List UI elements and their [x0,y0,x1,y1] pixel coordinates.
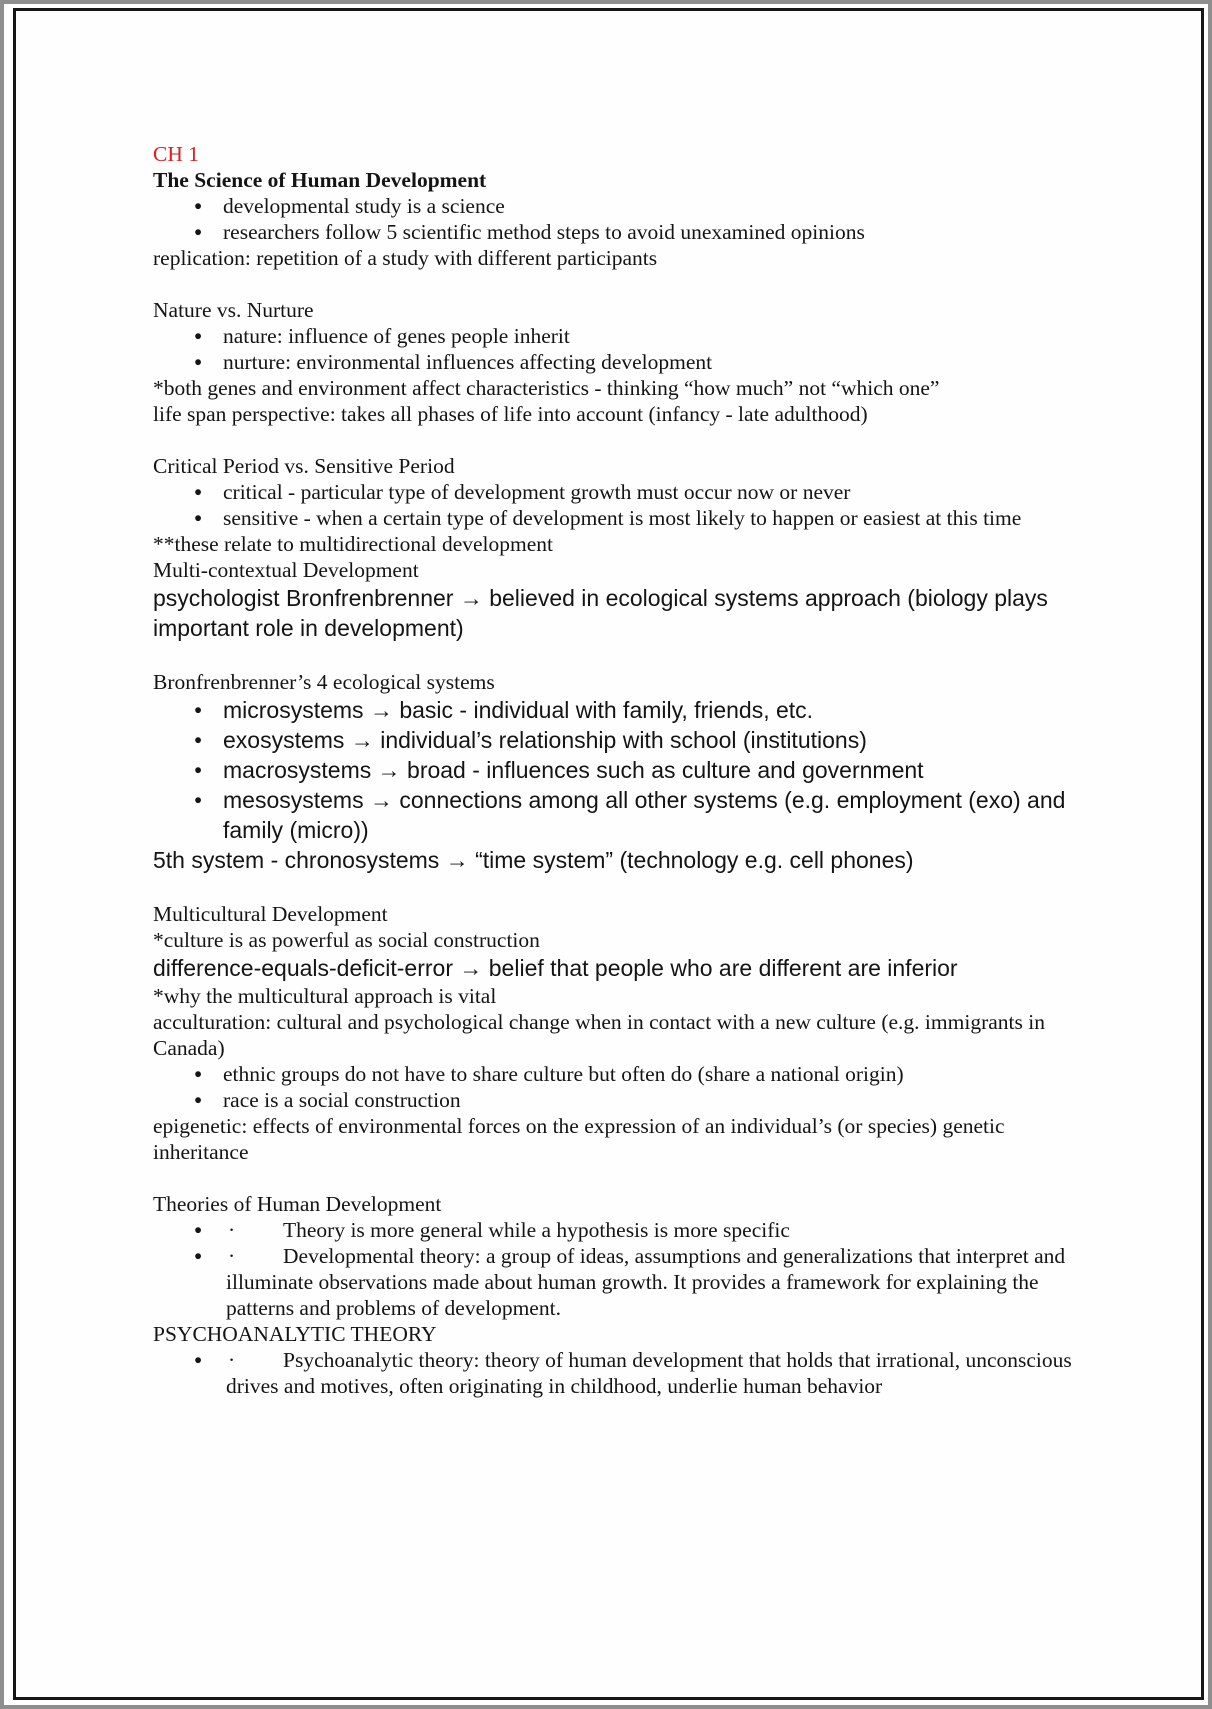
bullet-text: microsystems → basic - individual with family, friends, etc. [223,697,814,723]
bullet-marker-icon: ● [194,1092,203,1107]
bullet-item [153,479,1093,505]
bullet-item [153,193,1093,219]
bullet-text: Psychoanalytic theory: theory of human development that holds that irrational, unconscious drives and motives, often originating in childhood, underlie human behavior [226,1348,1072,1398]
section-science-of-human-development [153,193,1093,271]
text-line: **these relate to multidirectional development [153,532,554,556]
page-title: The Science of Human Development [153,168,487,192]
bullet-marker-icon: ● [194,198,203,213]
bullet-text: race is a social construction [223,1088,461,1112]
document-content [153,141,1093,1399]
document-page [13,8,1204,1700]
bullet-item [153,1087,1093,1113]
bullet-item [153,1347,1093,1399]
text-line: *why the multicultural approach is vital [153,984,497,1008]
text-line: *both genes and environment affect characteristics - thinking “how much” not “which one” [153,376,940,400]
bullet-text: exosystems → individual’s relationship with school (institutions) [223,727,867,753]
text-line: psychologist Bronfrenbrenner → believed in ecological systems approach (biology plays important role in development) [153,585,1048,641]
section-ecological-systems [153,669,1093,875]
text-line: epigenetic: effects of environmental forces on the expression of an individual’s (or species) genetic inheritance [153,1114,1005,1164]
section-multicultural-development [153,901,1093,1165]
bullet-item [153,1217,1093,1243]
bullet-marker-icon: ● [194,1222,203,1237]
bullet-text: macrosystems → broad - influences such as culture and government [223,757,924,783]
section-heading: Bronfrenbrenner’s 4 ecological systems [153,670,495,694]
text-line: life span perspective: takes all phases of life into account (infancy - late adulthood) [153,402,868,426]
bullet-text: Developmental theory: a group of ideas, assumptions and generalizations that interpret and illuminate observations made about human growth. It provides a framework for explaining the patterns and problems of development. [226,1244,1066,1320]
bullet-marker-icon: ● [194,224,203,239]
bullet-text: nature: influence of genes people inherit [223,324,570,348]
sub-bullet-marker-icon: · [228,1244,236,1268]
bullet-marker-icon: ● [194,702,203,717]
bullet-marker-icon: ● [194,762,203,777]
bullet-text: developmental study is a science [223,194,505,218]
text-line: *culture is as powerful as social construction [153,928,540,952]
bullet-item [153,695,1093,725]
bullet-item [153,219,1093,245]
bullet-text: researchers follow 5 scientific method steps to avoid unexamined opinions [223,220,865,244]
section-nature-vs-nurture [153,297,1093,427]
bullet-item [153,323,1093,349]
bullet-text: mesosystems → connections among all other systems (e.g. employment (exo) and family (micro)) [223,787,1066,843]
bullet-item [153,755,1093,785]
section-critical-vs-sensitive [153,453,1093,643]
bullet-item [153,505,1093,531]
bullet-text: ethnic groups do not have to share culture but often do (share a national origin) [223,1062,904,1086]
bullet-marker-icon: ● [194,1066,203,1081]
bullet-text: sensitive - when a certain type of development is most likely to happen or easiest at this time [223,506,1022,530]
bullet-text: nurture: environmental influences affecting development [223,350,713,374]
bullet-text: critical - particular type of development growth must occur now or never [223,480,851,504]
section-heading: Nature vs. Nurture [153,298,314,322]
bullet-marker-icon: ● [194,328,203,343]
bullet-item [153,349,1093,375]
text-line: Multi-contextual Development [153,558,419,582]
bullet-marker-icon: ● [194,510,203,525]
bullet-item [153,725,1093,755]
bullet-marker-icon: ● [194,484,203,499]
bullet-marker-icon: ● [194,1248,203,1263]
section-heading: Critical Period vs. Sensitive Period [153,454,455,478]
section-heading: Theories of Human Development [153,1192,442,1216]
bullet-marker-icon: ● [194,1352,203,1367]
bullet-marker-icon: ● [194,354,203,369]
bullet-marker-icon: ● [194,732,203,747]
sub-bullet-marker-icon: · [228,1218,236,1242]
bullet-item [153,1061,1093,1087]
text-line: acculturation: cultural and psychological change when in contact with a new culture (e.g. immigrants in Canada) [153,1010,1045,1060]
text-line: difference-equals-deficit-error → belief that people who are different are inferior [153,955,958,981]
bullet-text: Theory is more general while a hypothesis is more specific [283,1218,790,1242]
text-line: 5th system - chronosystems → “time system” (technology e.g. cell phones) [153,847,914,873]
section-heading: PSYCHOANALYTIC THEORY [153,1322,437,1346]
bullet-item [153,785,1093,845]
sub-bullet-marker-icon: · [228,1348,236,1372]
section-heading: Multicultural Development [153,902,388,926]
bullet-marker-icon: ● [194,792,203,807]
chapter-heading: CH 1 [153,142,199,166]
bullet-item [153,1243,1093,1321]
section-theories-of-human-development [153,1191,1093,1399]
text-line: replication: repetition of a study with different participants [153,246,658,270]
